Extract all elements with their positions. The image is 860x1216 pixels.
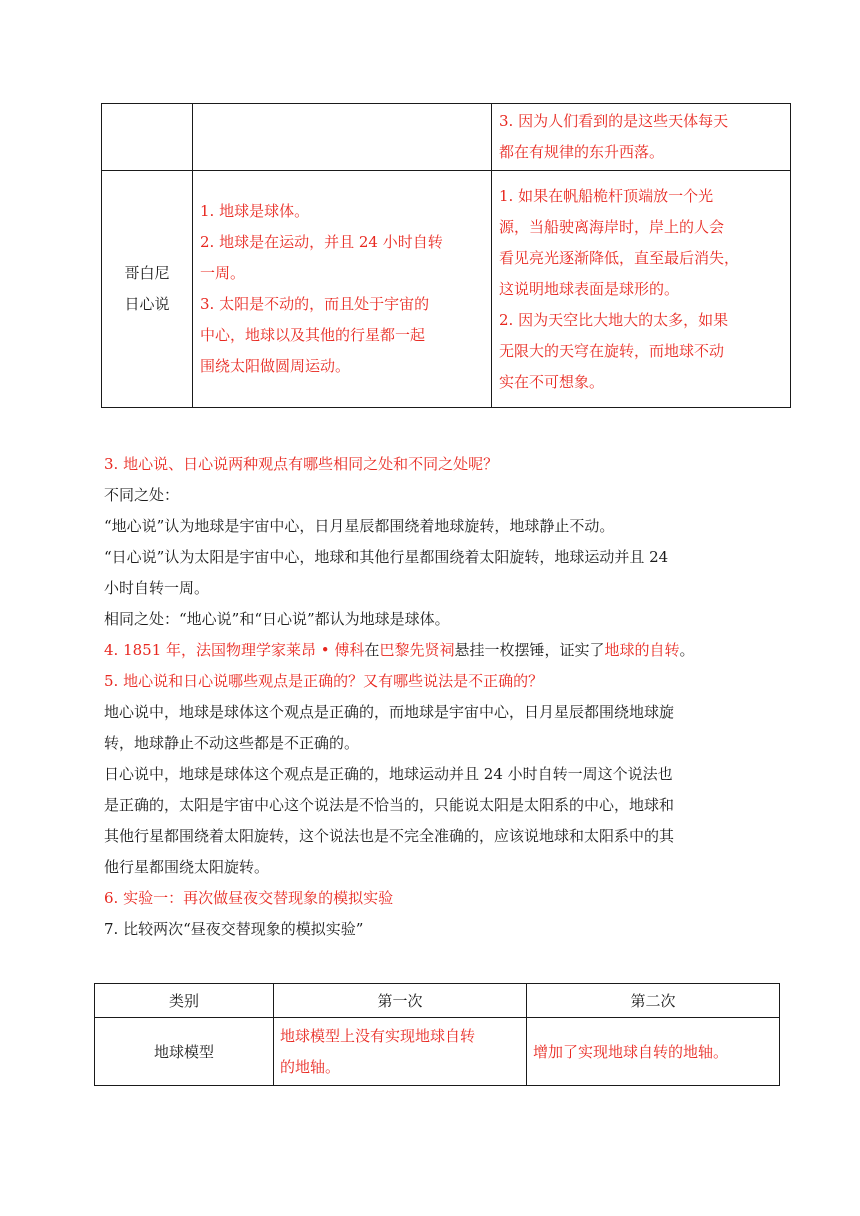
question-4-line — [104, 635, 764, 666]
heliocentric-eval-line: 日心说中，地球是球体这个观点是正确的，地球运动并且 24 小时自转一周这个说法也 — [104, 765, 673, 783]
experiment-6-heading: 6. 实验一：再次做昼夜交替现象的模拟实验 — [104, 889, 394, 907]
cell-line: 1. 地球是球体。 — [200, 202, 310, 220]
cell-line: 源，当船驶离海岸时，岸上的人会 — [499, 217, 725, 236]
heliocentric-eval-line: 其他行星都围绕着太阳旋转，这个说法也是不完全准确的，应该说地球和太阳系中的其 — [104, 827, 675, 845]
q4-place: 巴黎先贤祠 — [379, 641, 455, 659]
same-point: 相同之处：“地心说”和“日心说”都认为地球是球体。 — [104, 610, 450, 628]
table-cell-theory-name — [102, 171, 193, 408]
q4-year: 4. 1851 年， — [104, 641, 197, 659]
cell-second-result: 增加了实现地球自转的地轴。 — [527, 1018, 780, 1086]
diff-label: 不同之处： — [104, 486, 180, 504]
table-row — [102, 104, 791, 171]
geocentric-eval-line: 转，地球静止不动这些都是不正确的。 — [104, 734, 360, 752]
question-5-heading: 5. 地心说和日心说哪些观点是正确的？又有哪些说法是不正确的？ — [104, 672, 544, 690]
row-label-earth-model: 地球模型 — [95, 1018, 274, 1086]
q4-mid: 悬挂一枚摆锤，证实了 — [454, 641, 605, 659]
cell-line: 1. 如果在帆船桅杆顶端放一个光 — [499, 186, 714, 205]
cell-line: 3. 太阳是不动的，而且处于宇宙的 — [200, 295, 430, 313]
cell-line: 这说明地球表面是球形的。 — [499, 279, 680, 298]
q4-end: 。 — [679, 641, 695, 659]
cell-line: 日心说 — [124, 295, 170, 313]
table-header-row — [95, 984, 780, 1018]
question-3-heading: 3. 地心说、日心说两种观点有哪些相同之处和不同之处呢？ — [104, 455, 499, 473]
cell-line: 实在不可想象。 — [499, 372, 605, 391]
comparison-table-top — [101, 103, 791, 408]
q4-person: 法国物理学家莱昂 • 傅科 — [196, 641, 365, 659]
q4-at: 在 — [364, 641, 380, 659]
header-first: 第一次 — [274, 984, 527, 1018]
cell-line: 的地轴。 — [280, 1057, 341, 1076]
cell-line: 中心，地球以及其他的行星都一起 — [200, 326, 426, 344]
experiment-comparison-table — [94, 983, 780, 1086]
heliocentric-eval-line: 他行星都围绕太阳旋转。 — [104, 858, 270, 876]
cell-line: 2. 地球是在运动，并且 24 小时自转 — [200, 233, 443, 251]
cell-line: 哥白尼 — [124, 264, 170, 282]
table-cell-evidence — [492, 104, 791, 171]
table-cell-empty — [102, 104, 193, 171]
header-category: 类别 — [95, 984, 274, 1018]
diff-heliocentric-line1: “日心说”认为太阳是宇宙中心，地球和其他行星都围绕着太阳旋转，地球运动并且 24 — [104, 548, 669, 566]
cell-line: 围绕太阳做圆周运动。 — [200, 357, 351, 375]
table-cell-evidence — [492, 171, 791, 408]
diff-heliocentric-line2: 小时自转一周。 — [104, 579, 210, 597]
q4-result: 地球的自转 — [604, 641, 680, 659]
cell-line: 一周。 — [200, 264, 246, 282]
diff-geocentric: “地心说”认为地球是宇宙中心，日月星辰都围绕着地球旋转，地球静止不动。 — [104, 517, 615, 535]
heliocentric-eval-line: 是正确的，太阳是宇宙中心这个说法是不恰当的，只能说太阳是太阳系的中心，地球和 — [104, 796, 675, 814]
cell-line: 3. 因为人们看到的是这些天体每天 — [499, 112, 729, 130]
cell-first-result — [274, 1018, 527, 1086]
cell-line: 看见亮光逐渐降低，直至最后消失， — [499, 248, 740, 267]
cell-line: 地球模型上没有实现地球自转 — [280, 1026, 476, 1045]
cell-line: 都在有规律的东升西落。 — [499, 143, 665, 161]
cell-line: 2. 因为天空比大地大的太多，如果 — [499, 310, 729, 329]
document-body — [104, 449, 764, 945]
geocentric-eval-line: 地心说中，地球是球体这个观点是正确的，而地球是宇宙中心，日月星辰都围绕地球旋 — [104, 703, 675, 721]
table-cell-empty — [193, 104, 492, 171]
question-7-heading: 7. 比较两次“昼夜交替现象的模拟实验” — [104, 920, 364, 938]
header-second: 第二次 — [527, 984, 780, 1018]
cell-line: 无限大的天穹在旋转，而地球不动 — [499, 341, 725, 360]
table-row — [102, 171, 791, 408]
table-cell-viewpoints — [193, 171, 492, 408]
table-row — [95, 1018, 780, 1086]
